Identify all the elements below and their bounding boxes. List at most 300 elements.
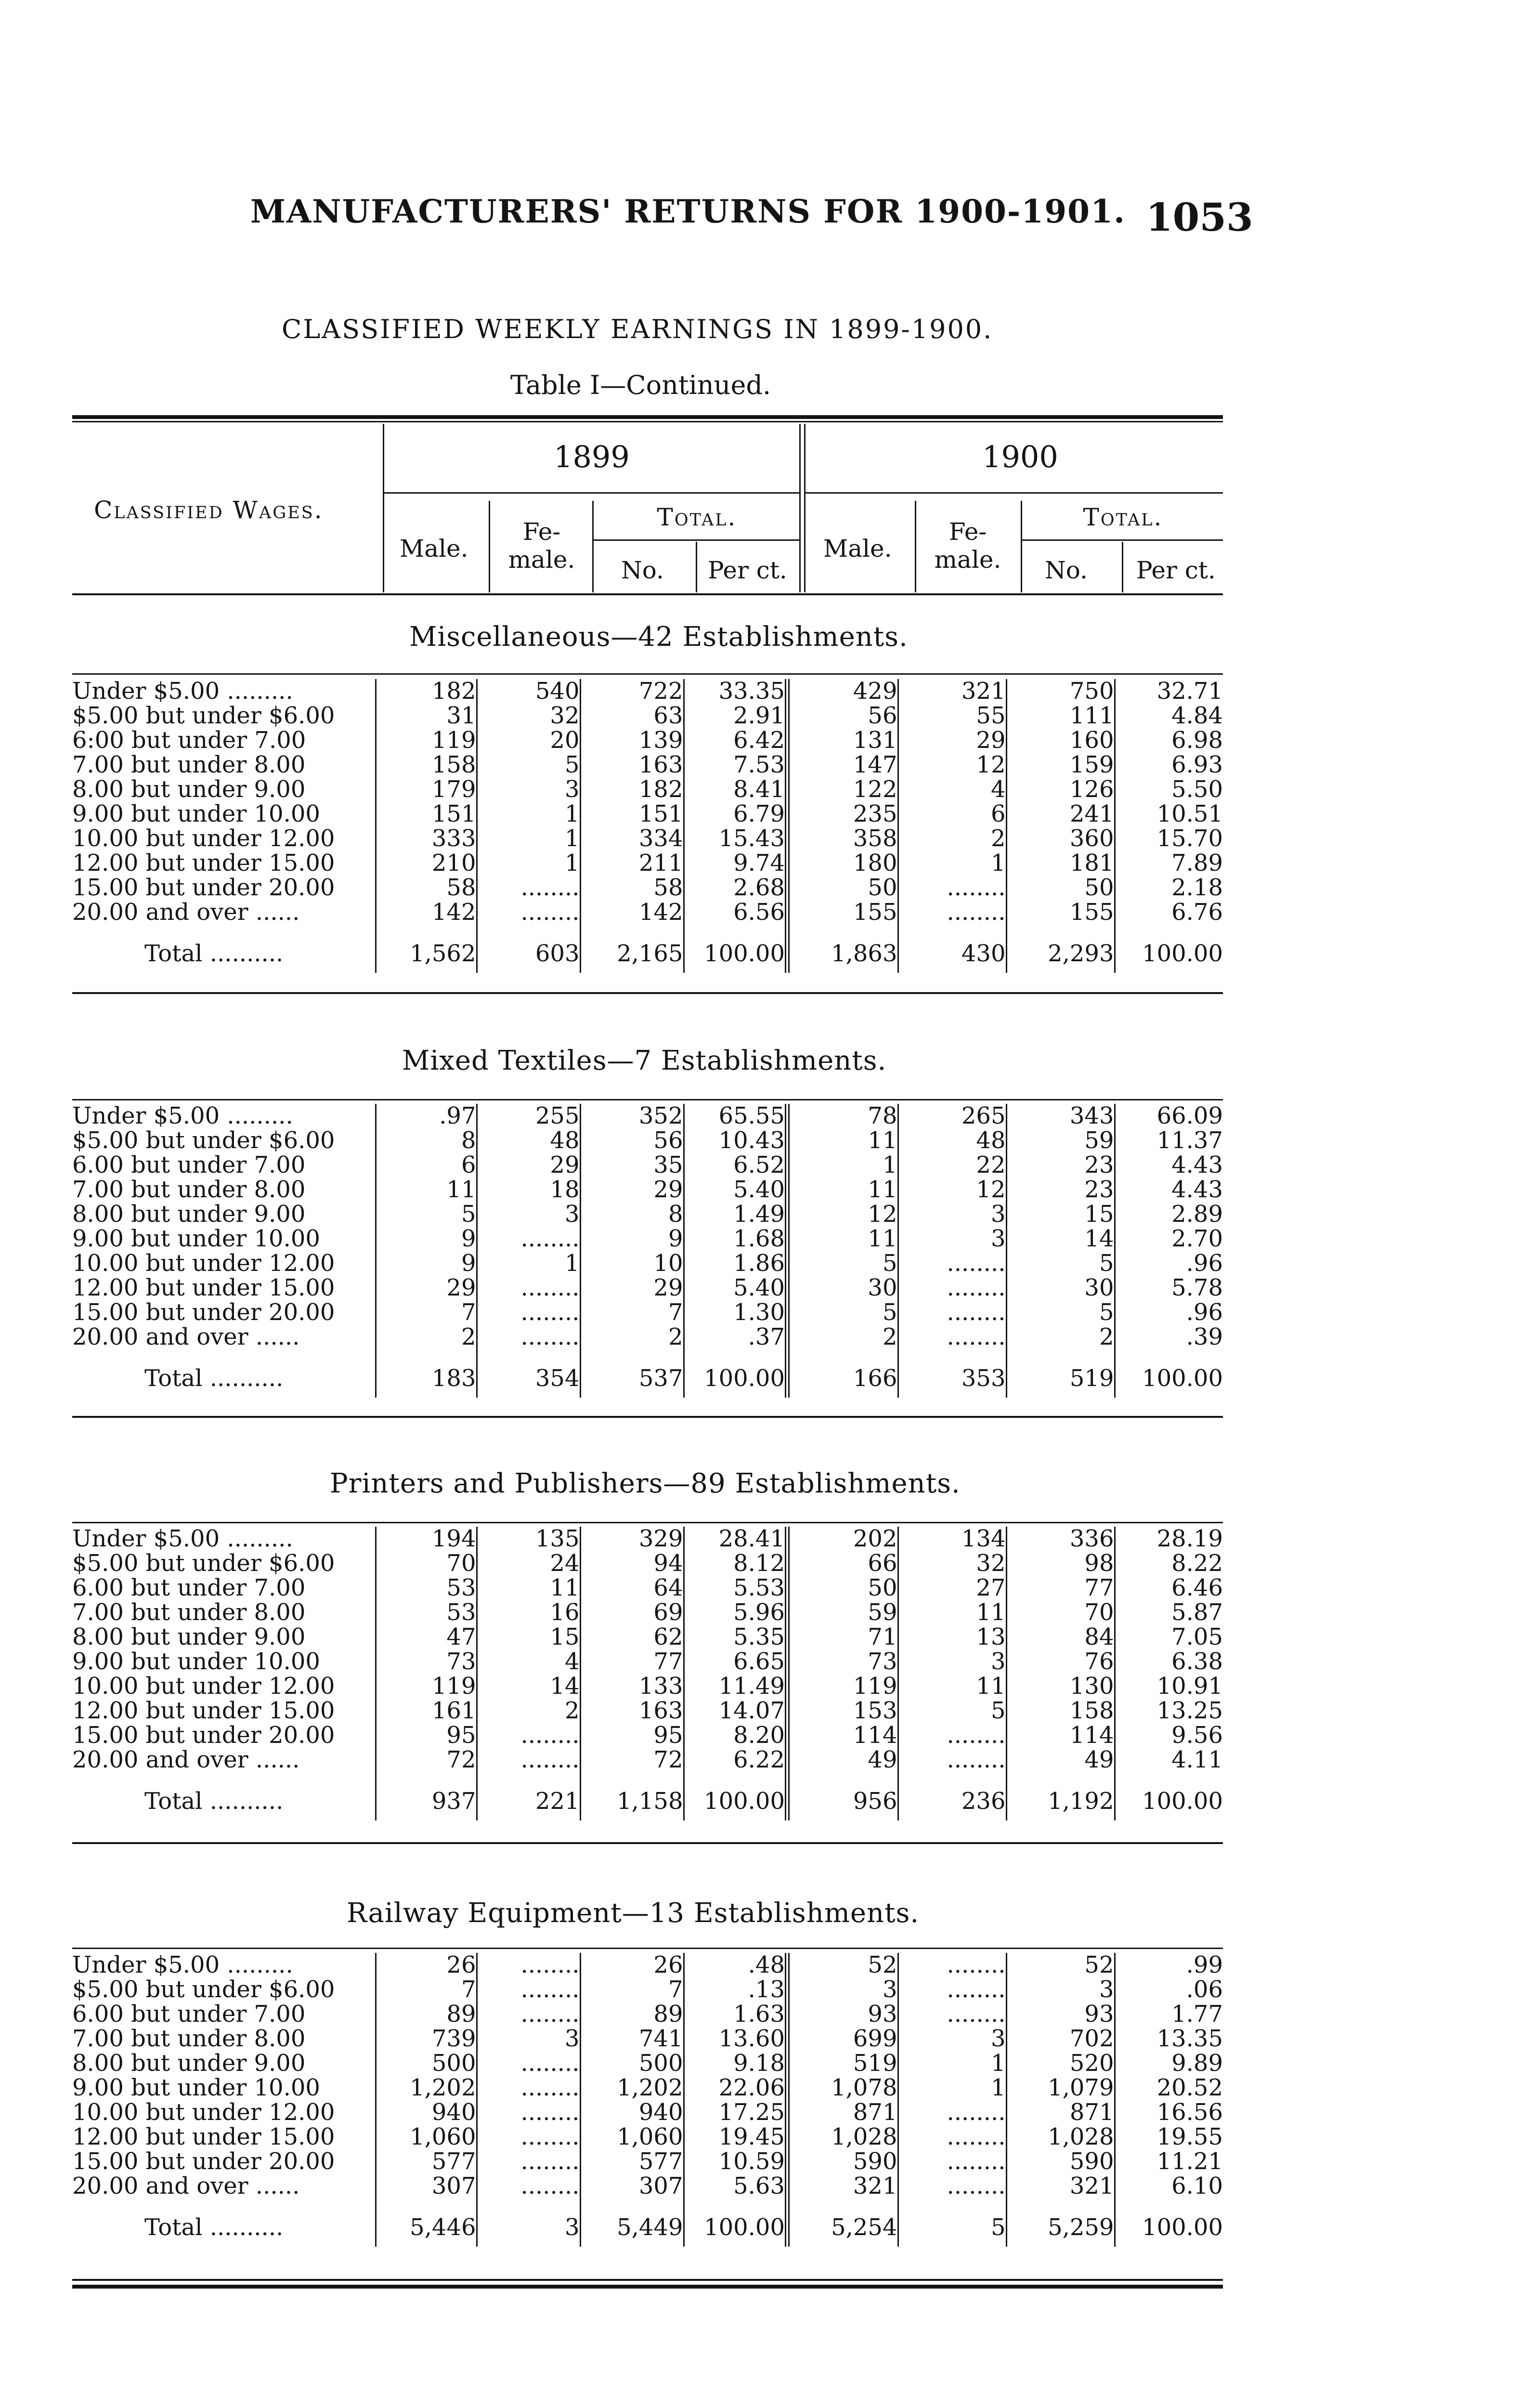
total-per-ct-1900-cell: .96 — [1115, 1251, 1223, 1276]
table-row — [72, 2027, 1223, 2051]
female-1900-cell: 2 — [898, 826, 1006, 851]
wage-class-label: 9.00 but under 10.00 — [72, 802, 320, 826]
total-per-ct-1900-cell: 19.55 — [1115, 2125, 1223, 2149]
table-row — [72, 1723, 1223, 1748]
total-per-ct-1900-cell: 66.09 — [1115, 1104, 1223, 1128]
female-1900-cell: 5 — [898, 1699, 1006, 1723]
total-no-1900-cell: 49 — [1006, 1748, 1115, 1772]
wage-class-label: 20.00 and over ...... — [72, 1748, 300, 1772]
total-per-ct-1900-cell: 7.89 — [1115, 851, 1223, 876]
bottom-double-rule — [72, 2279, 1223, 2281]
total-per-ct-1900-cell: 11.37 — [1115, 1128, 1223, 1153]
wage-class-label: $5.00 but under $6.00 — [72, 1128, 335, 1153]
wage-class-label: 6.00 but under 7.00 — [72, 1576, 306, 1600]
total-per-ct-1900-cell: 2.89 — [1115, 1202, 1223, 1227]
male-1899-cell: 7 — [376, 1977, 477, 2002]
male-1900-cell: 73 — [787, 1649, 898, 1674]
wage-class-label: 7.00 but under 8.00 — [72, 1178, 306, 1202]
section-top-rule — [72, 1522, 1223, 1523]
female-header-1900: Fe- male. — [934, 518, 1001, 574]
wage-class-label: 20.00 and over ...... — [72, 2174, 300, 2199]
total-per-ct-1899-cell: 1.30 — [684, 1300, 787, 1325]
male-1899-cell: 58 — [376, 876, 477, 900]
total-no-1900-cell: 871 — [1006, 2100, 1115, 2125]
total-per-ct-1899-cell: 6.79 — [684, 802, 787, 826]
running-title: MANUFACTURERS' RETURNS FOR 1900-1901. — [250, 193, 1126, 230]
total-per-ct-1899-cell: 1.86 — [684, 1251, 787, 1276]
female-1899-cell: ........ — [477, 1977, 580, 2002]
male-1899-cell: .97 — [376, 1104, 477, 1128]
table-row — [72, 1748, 1223, 1772]
table-row — [72, 1104, 1223, 1128]
total-no-1900-cell: 2 — [1006, 1325, 1115, 1349]
total-label: Total .......... — [144, 2214, 284, 2241]
year-rule-1900 — [805, 492, 1223, 494]
total-per-ct-1900-cell: 6.98 — [1115, 728, 1223, 753]
table-row — [72, 826, 1223, 851]
total-no-1899-cell: 151 — [580, 802, 684, 826]
wage-class-label: Under $5.00 ......... — [72, 679, 293, 704]
total-header-1899: Total. — [657, 503, 737, 531]
male-1899-cell: 9 — [376, 1227, 477, 1251]
male-header-1899: Male. — [400, 535, 468, 563]
male-1900-cell: 5,254 — [787, 2199, 898, 2247]
table-row — [72, 1977, 1223, 2002]
male-1900-cell: 358 — [787, 826, 898, 851]
total-no-1899-cell: 163 — [580, 753, 684, 777]
male-1899-cell: 29 — [376, 1276, 477, 1300]
header-divider — [696, 542, 697, 592]
male-1899-cell: 1,202 — [376, 2076, 477, 2100]
female-1899-cell: ........ — [477, 2002, 580, 2027]
total-per-ct-1900-cell: 100.00 — [1115, 1349, 1223, 1398]
total-no-1899-cell: 63 — [580, 704, 684, 728]
total-no-1900-cell: 130 — [1006, 1674, 1115, 1699]
female-1900-cell: ........ — [898, 876, 1006, 900]
female-1900-cell: 4 — [898, 777, 1006, 802]
male-1899-cell: 11 — [376, 1178, 477, 1202]
total-per-ct-1900-cell: 4.84 — [1115, 704, 1223, 728]
table-row — [72, 802, 1223, 826]
table-row — [72, 2174, 1223, 2199]
top-double-rule — [72, 415, 1223, 419]
total-per-ct-1900-cell: 6.93 — [1115, 753, 1223, 777]
total-no-1899-cell: 211 — [580, 851, 684, 876]
male-1899-cell: 8 — [376, 1128, 477, 1153]
female-1899-cell: ........ — [477, 1227, 580, 1251]
total-per-ct-1900-cell: 1.77 — [1115, 2002, 1223, 2027]
table-row — [72, 1202, 1223, 1227]
male-1900-cell: 30 — [787, 1276, 898, 1300]
total-no-1899-cell: 62 — [580, 1625, 684, 1649]
wage-class-label: 20.00 and over ...... — [72, 900, 300, 925]
wage-class-label: 8.00 but under 9.00 — [72, 777, 306, 802]
per-ct-header-1900: Per ct. — [1136, 556, 1216, 584]
total-per-ct-1900-cell: 20.52 — [1115, 2076, 1223, 2100]
section-bottom-rule — [72, 1416, 1223, 1418]
section-bottom-rule — [72, 992, 1223, 994]
female-1900-cell: 1 — [898, 2076, 1006, 2100]
female-1899-cell: 2 — [477, 1699, 580, 1723]
male-1900-cell: 1,078 — [787, 2076, 898, 2100]
table-row — [72, 1699, 1223, 1723]
female-1900-cell: ........ — [898, 1977, 1006, 2002]
total-no-1900-cell: 5,259 — [1006, 2199, 1115, 2247]
female-1899-cell: 540 — [477, 679, 580, 704]
male-1900-cell: 202 — [787, 1527, 898, 1551]
total-rule-1899 — [594, 539, 799, 541]
total-no-1899-cell: 29 — [580, 1276, 684, 1300]
female-1899-cell: 15 — [477, 1625, 580, 1649]
male-1900-cell: 93 — [787, 2002, 898, 2027]
total-per-ct-1899-cell: 5.96 — [684, 1600, 787, 1625]
total-per-ct-1899-cell: 9.18 — [684, 2051, 787, 2076]
wage-class-label: 9.00 but under 10.00 — [72, 1227, 320, 1251]
section-top-rule — [72, 1948, 1223, 1949]
female-1900-cell: 1 — [898, 2051, 1006, 2076]
male-1900-cell: 166 — [787, 1349, 898, 1398]
female-header-1899: Fe- male. — [508, 518, 575, 574]
female-1900-cell: 48 — [898, 1128, 1006, 1153]
total-no-1899-cell: 329 — [580, 1527, 684, 1551]
wage-class-label: 15.00 but under 20.00 — [72, 2149, 335, 2174]
female-1900-cell: 13 — [898, 1625, 1006, 1649]
total-per-ct-1899-cell: 5.40 — [684, 1178, 787, 1202]
total-no-1900-cell: 52 — [1006, 1953, 1115, 1977]
header-divider — [1021, 501, 1022, 592]
wage-class-label: Under $5.00 ......... — [72, 1953, 293, 1977]
total-per-ct-1899-cell: 17.25 — [684, 2100, 787, 2125]
total-per-ct-1899-cell: 15.43 — [684, 826, 787, 851]
wage-class-label: 12.00 but under 15.00 — [72, 851, 335, 876]
total-per-ct-1900-cell: 5.87 — [1115, 1600, 1223, 1625]
total-per-ct-1899-cell: 6.65 — [684, 1649, 787, 1674]
wage-class-label: $5.00 but under $6.00 — [72, 704, 335, 728]
total-per-ct-1900-cell: 9.89 — [1115, 2051, 1223, 2076]
header-divider — [383, 424, 384, 592]
total-no-1899-cell: 537 — [580, 1349, 684, 1398]
total-no-1899-cell: 58 — [580, 876, 684, 900]
female-1900-cell: 12 — [898, 753, 1006, 777]
total-label: Total .......... — [144, 940, 284, 967]
male-1900-cell: 2 — [787, 1325, 898, 1349]
male-1899-cell: 89 — [376, 2002, 477, 2027]
table-row — [72, 1953, 1223, 1977]
male-1899-cell: 7 — [376, 1300, 477, 1325]
total-rule-1900 — [1022, 539, 1223, 541]
total-no-1900-cell: 1,028 — [1006, 2125, 1115, 2149]
bottom-double-rule — [72, 2285, 1223, 2289]
total-per-ct-1900-cell: 5.78 — [1115, 1276, 1223, 1300]
male-1899-cell: 119 — [376, 728, 477, 753]
header-divider — [592, 501, 594, 592]
wage-class-label: 7.00 but under 8.00 — [72, 1600, 306, 1625]
total-no-1899-cell: 1,158 — [580, 1772, 684, 1820]
table-row — [72, 1178, 1223, 1202]
male-1899-cell: 26 — [376, 1953, 477, 1977]
total-no-1900-cell: 519 — [1006, 1349, 1115, 1398]
table-row — [72, 2002, 1223, 2027]
total-no-1899-cell: 577 — [580, 2149, 684, 2174]
female-1900-cell: 236 — [898, 1772, 1006, 1820]
total-per-ct-1899-cell: 5.53 — [684, 1576, 787, 1600]
total-per-ct-1900-cell: 13.25 — [1115, 1699, 1223, 1723]
no-header-1899: No. — [621, 556, 664, 584]
table-row — [72, 728, 1223, 753]
total-no-1899-cell: 334 — [580, 826, 684, 851]
total-per-ct-1900-cell: 10.91 — [1115, 1674, 1223, 1699]
male-1900-cell: 12 — [787, 1202, 898, 1227]
female-1900-cell: ........ — [898, 1251, 1006, 1276]
total-no-1899-cell: 7 — [580, 1977, 684, 2002]
total-per-ct-1900-cell: 28.19 — [1115, 1527, 1223, 1551]
year-rule-1899 — [384, 492, 799, 494]
female-1899-cell: 3 — [477, 2199, 580, 2247]
total-per-ct-1899-cell: 6.56 — [684, 900, 787, 925]
male-1899-cell: 210 — [376, 851, 477, 876]
table-row — [72, 2125, 1223, 2149]
total-per-ct-1899-cell: 9.74 — [684, 851, 787, 876]
top-rule-inner — [72, 421, 1223, 422]
male-1899-cell: 577 — [376, 2149, 477, 2174]
total-per-ct-1899-cell: 100.00 — [684, 1772, 787, 1820]
female-1900-cell: 22 — [898, 1153, 1006, 1178]
female-1899-cell: 1 — [477, 1251, 580, 1276]
male-1900-cell: 66 — [787, 1551, 898, 1576]
wage-class-label: 6.00 but under 7.00 — [72, 2002, 306, 2027]
table-row — [72, 1153, 1223, 1178]
male-1899-cell: 5 — [376, 1202, 477, 1227]
total-no-1900-cell: 1,192 — [1006, 1772, 1115, 1820]
total-row — [72, 1772, 1223, 1820]
year-1900: 1900 — [982, 439, 1058, 474]
table-row — [72, 1128, 1223, 1153]
female-1900-cell: ........ — [898, 1748, 1006, 1772]
female-1900-cell: 430 — [898, 925, 1006, 973]
total-no-1900-cell: 5 — [1006, 1251, 1115, 1276]
male-1900-cell: 11 — [787, 1178, 898, 1202]
male-1900-cell: 5 — [787, 1300, 898, 1325]
female-1900-cell: ........ — [898, 2100, 1006, 2125]
year-1899: 1899 — [554, 439, 630, 474]
total-no-1899-cell: 29 — [580, 1178, 684, 1202]
female-1900-cell: 353 — [898, 1349, 1006, 1398]
total-no-1900-cell: 84 — [1006, 1625, 1115, 1649]
total-per-ct-1899-cell: 11.49 — [684, 1674, 787, 1699]
male-1900-cell: 78 — [787, 1104, 898, 1128]
total-per-ct-1899-cell: 5.63 — [684, 2174, 787, 2199]
male-1900-cell: 699 — [787, 2027, 898, 2051]
female-1899-cell: 5 — [477, 753, 580, 777]
total-no-1900-cell: 30 — [1006, 1276, 1115, 1300]
male-1900-cell: 321 — [787, 2174, 898, 2199]
table-row — [72, 2051, 1223, 2076]
total-no-1899-cell: 95 — [580, 1723, 684, 1748]
female-1899-cell: 32 — [477, 704, 580, 728]
section-top-rule — [72, 1099, 1223, 1100]
female-1900-cell: ........ — [898, 1723, 1006, 1748]
male-1899-cell: 307 — [376, 2174, 477, 2199]
total-no-1900-cell: 158 — [1006, 1699, 1115, 1723]
total-per-ct-1900-cell: 100.00 — [1115, 2199, 1223, 2247]
female-1899-cell: ........ — [477, 2051, 580, 2076]
header-divider — [489, 501, 490, 592]
total-per-ct-1900-cell: 2.70 — [1115, 1227, 1223, 1251]
total-no-1899-cell: 5,449 — [580, 2199, 684, 2247]
section-title: Miscellaneous—42 Establishments. — [409, 621, 908, 653]
female-1900-cell: ........ — [898, 2149, 1006, 2174]
male-1899-cell: 161 — [376, 1699, 477, 1723]
male-1899-cell: 47 — [376, 1625, 477, 1649]
female-1900-cell: 32 — [898, 1551, 1006, 1576]
wage-class-label: 10.00 but under 12.00 — [72, 826, 335, 851]
total-per-ct-1899-cell: 5.35 — [684, 1625, 787, 1649]
total-no-1900-cell: 5 — [1006, 1300, 1115, 1325]
total-per-ct-1899-cell: 19.45 — [684, 2125, 787, 2149]
female-1899-cell: 3 — [477, 777, 580, 802]
male-1900-cell: 131 — [787, 728, 898, 753]
male-1900-cell: 50 — [787, 1576, 898, 1600]
wage-class-label: 10.00 but under 12.00 — [72, 2100, 335, 2125]
table-row — [72, 2076, 1223, 2100]
female-1899-cell: 29 — [477, 1153, 580, 1178]
table-row — [72, 876, 1223, 900]
total-no-1900-cell: 70 — [1006, 1600, 1115, 1625]
total-per-ct-1899-cell: 6.22 — [684, 1748, 787, 1772]
total-no-1900-cell: 93 — [1006, 2002, 1115, 2027]
total-label: Total .......... — [144, 1788, 284, 1815]
male-1900-cell: 50 — [787, 876, 898, 900]
total-per-ct-1899-cell: 100.00 — [684, 925, 787, 973]
total-no-1900-cell: 160 — [1006, 728, 1115, 753]
total-per-ct-1900-cell: 4.43 — [1115, 1153, 1223, 1178]
total-per-ct-1900-cell: 4.43 — [1115, 1178, 1223, 1202]
table-row — [72, 2100, 1223, 2125]
header-bottom-rule — [72, 593, 1223, 595]
total-no-1899-cell: 9 — [580, 1227, 684, 1251]
total-per-ct-1899-cell: 7.53 — [684, 753, 787, 777]
wage-class-label: 9.00 but under 10.00 — [72, 2076, 320, 2100]
male-1899-cell: 70 — [376, 1551, 477, 1576]
male-1900-cell: 1 — [787, 1153, 898, 1178]
total-per-ct-1899-cell: 2.68 — [684, 876, 787, 900]
table-row — [72, 2149, 1223, 2174]
female-1899-cell: ........ — [477, 900, 580, 925]
female-1900-cell: 3 — [898, 2027, 1006, 2051]
total-per-ct-1900-cell: .96 — [1115, 1300, 1223, 1325]
female-1899-cell: 1 — [477, 826, 580, 851]
male-1899-cell: 333 — [376, 826, 477, 851]
total-no-1900-cell: 23 — [1006, 1178, 1115, 1202]
total-per-ct-1900-cell: 6.76 — [1115, 900, 1223, 925]
total-no-1900-cell: 23 — [1006, 1153, 1115, 1178]
male-1900-cell: 59 — [787, 1600, 898, 1625]
total-no-1900-cell: 241 — [1006, 802, 1115, 826]
total-per-ct-1899-cell: 6.42 — [684, 728, 787, 753]
female-1900-cell: 27 — [898, 1576, 1006, 1600]
total-no-1899-cell: 94 — [580, 1551, 684, 1576]
table-row — [72, 1551, 1223, 1576]
male-1899-cell: 31 — [376, 704, 477, 728]
table-caption: Table I—Continued. — [510, 370, 771, 400]
female-1899-cell: ........ — [477, 1748, 580, 1772]
table-row — [72, 1527, 1223, 1551]
total-no-1899-cell: 10 — [580, 1251, 684, 1276]
table-row — [72, 1674, 1223, 1699]
classified-wages-heading: Classified Wages. — [94, 496, 324, 524]
total-per-ct-1899-cell: 65.55 — [684, 1104, 787, 1128]
male-1899-cell: 194 — [376, 1527, 477, 1551]
male-1900-cell: 153 — [787, 1699, 898, 1723]
male-1899-cell: 1,562 — [376, 925, 477, 973]
wage-class-label: 8.00 but under 9.00 — [72, 2051, 306, 2076]
table-row — [72, 1251, 1223, 1276]
section-table — [72, 1953, 1223, 2247]
male-1899-cell: 53 — [376, 1576, 477, 1600]
document-title: CLASSIFIED WEEKLY EARNINGS IN 1899-1900. — [282, 314, 993, 344]
wage-class-label: $5.00 but under $6.00 — [72, 1977, 335, 2002]
header-divider — [1122, 542, 1123, 592]
female-1899-cell: ........ — [477, 1325, 580, 1349]
female-1899-cell: 255 — [477, 1104, 580, 1128]
wage-class-label: 7.00 but under 8.00 — [72, 2027, 306, 2051]
total-no-1899-cell: 307 — [580, 2174, 684, 2199]
total-per-ct-1899-cell: 10.59 — [684, 2149, 787, 2174]
male-1900-cell: 1,028 — [787, 2125, 898, 2149]
female-1900-cell: 3 — [898, 1649, 1006, 1674]
total-no-1899-cell: 2 — [580, 1325, 684, 1349]
total-no-1900-cell: 15 — [1006, 1202, 1115, 1227]
total-per-ct-1899-cell: 13.60 — [684, 2027, 787, 2051]
total-per-ct-1899-cell: .37 — [684, 1325, 787, 1349]
total-no-1899-cell: 182 — [580, 777, 684, 802]
wage-class-label: 8.00 but under 9.00 — [72, 1202, 306, 1227]
female-1900-cell: 265 — [898, 1104, 1006, 1128]
female-1900-cell: 11 — [898, 1600, 1006, 1625]
male-1899-cell: 53 — [376, 1600, 477, 1625]
male-1900-cell: 180 — [787, 851, 898, 876]
total-no-1899-cell: 69 — [580, 1600, 684, 1625]
total-no-1899-cell: 741 — [580, 2027, 684, 2051]
female-1900-cell: 55 — [898, 704, 1006, 728]
female-1899-cell: 1 — [477, 851, 580, 876]
wage-class-label: 12.00 but under 15.00 — [72, 2125, 335, 2149]
male-1899-cell: 500 — [376, 2051, 477, 2076]
total-per-ct-1900-cell: 10.51 — [1115, 802, 1223, 826]
total-per-ct-1899-cell: 8.20 — [684, 1723, 787, 1748]
male-1899-cell: 940 — [376, 2100, 477, 2125]
female-1899-cell: 48 — [477, 1128, 580, 1153]
wage-class-label: 15.00 but under 20.00 — [72, 1723, 335, 1748]
total-no-1900-cell: 336 — [1006, 1527, 1115, 1551]
total-per-ct-1899-cell: 100.00 — [684, 1349, 787, 1398]
total-no-1900-cell: 321 — [1006, 2174, 1115, 2199]
female-1899-cell: 3 — [477, 1202, 580, 1227]
total-no-1900-cell: 520 — [1006, 2051, 1115, 2076]
female-1899-cell: 3 — [477, 2027, 580, 2051]
wage-class-label: 15.00 but under 20.00 — [72, 876, 335, 900]
female-1899-cell: 1 — [477, 802, 580, 826]
female-1900-cell: 321 — [898, 679, 1006, 704]
total-per-ct-1900-cell: 9.56 — [1115, 1723, 1223, 1748]
female-1899-cell: ........ — [477, 2125, 580, 2149]
male-1900-cell: 52 — [787, 1953, 898, 1977]
male-1899-cell: 142 — [376, 900, 477, 925]
total-per-ct-1899-cell: 1.49 — [684, 1202, 787, 1227]
female-1900-cell: 134 — [898, 1527, 1006, 1551]
total-no-1899-cell: 35 — [580, 1153, 684, 1178]
section-top-rule — [72, 673, 1223, 675]
